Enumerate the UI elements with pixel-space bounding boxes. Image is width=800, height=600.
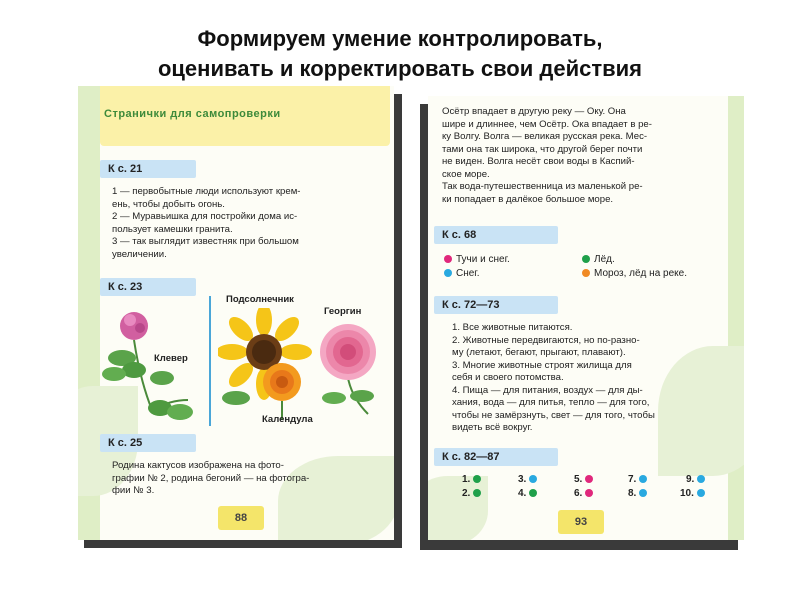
slide-title-line-2: оценивать и корректировать свои действия xyxy=(157,56,643,81)
right-page xyxy=(428,96,744,540)
left-page xyxy=(78,86,394,540)
blue-dot-icon xyxy=(639,489,647,497)
text-line: себя и своего потомства. xyxy=(452,372,564,383)
section-tab-21: К с. 21 xyxy=(100,160,196,178)
answer-item: 5. xyxy=(574,474,597,485)
calendula-label: Календула xyxy=(262,414,313,425)
answer-item: 1. xyxy=(462,474,485,485)
right-page-margin xyxy=(728,96,744,540)
answer-item: 10. xyxy=(680,488,709,499)
slide-title xyxy=(0,24,800,84)
intro-text xyxy=(442,106,718,206)
page-number-left: 88 xyxy=(218,506,264,530)
text-line: шире и длиннее, чем Осётр. Ока впадает в ре- xyxy=(442,118,652,130)
section-72-73-text xyxy=(452,322,718,435)
answer-item: 8. xyxy=(628,488,651,499)
section-21-text xyxy=(112,186,380,261)
text-line: ское море. xyxy=(442,168,490,180)
text-line: 1. Все животные питаются. xyxy=(452,322,573,333)
section-tab-72-73: К с. 72—73 xyxy=(434,296,558,314)
green-dot-icon xyxy=(529,489,537,497)
text-line: ку Волгу. Волга — великая русская река. Мес- xyxy=(442,131,648,142)
answer-item: 3. xyxy=(518,474,541,485)
text-line: 3 — так выглядит известняк при большом xyxy=(112,236,299,247)
leaf-decoration xyxy=(428,476,488,540)
answer-item: 9. xyxy=(686,474,709,485)
text-line: чтобы не замёрзнуть, свет — для того, чтобы xyxy=(452,409,655,421)
text-line: тами она так широка, что другой берег почти xyxy=(442,143,643,155)
pink-dot-icon xyxy=(585,475,593,483)
legend-item: Мороз, лёд на реке. xyxy=(582,268,687,279)
dahlia-illustration xyxy=(308,318,388,418)
page-number-right: 93 xyxy=(558,510,604,534)
text-line: ень, чтобы добыть огонь. xyxy=(112,198,225,210)
blue-dot-icon xyxy=(444,269,452,277)
header-title: Странички для самопроверки xyxy=(104,108,281,120)
text-line: Родина кактусов изображена на фото- xyxy=(112,460,284,471)
blue-dot-icon xyxy=(639,475,647,483)
text-line: 4. Пища — для питания, воздух — для ды- xyxy=(452,384,643,396)
section-25-text xyxy=(112,460,380,498)
blue-dot-icon xyxy=(697,489,705,497)
clover-label: Клевер xyxy=(154,353,188,364)
dahlia-label: Георгин xyxy=(324,306,362,317)
calendula-illustration xyxy=(258,362,308,422)
text-line: ки попадает в далёкое большое море. xyxy=(442,193,614,205)
blue-dot-icon xyxy=(529,475,537,483)
pink-dot-icon xyxy=(444,255,452,263)
green-dot-icon xyxy=(582,255,590,263)
text-line: 1 — первобытные люди используют крем- xyxy=(112,186,301,197)
green-dot-icon xyxy=(473,489,481,497)
answer-item: 4. xyxy=(518,488,541,499)
text-line: графии № 2, родина бегоний — на фотогра- xyxy=(112,472,310,484)
section-tab-23: К с. 23 xyxy=(100,278,196,296)
text-line: увеличении. xyxy=(112,248,167,260)
section-tab-82-87: К с. 82—87 xyxy=(434,448,558,466)
text-line: не виден. Волга несёт свои воды в Каспий- xyxy=(442,156,635,167)
text-line: Так вода-путешественница из маленькой ре- xyxy=(442,181,643,192)
pink-dot-icon xyxy=(585,489,593,497)
text-line: хания, вода — для питья, тепло — для того, xyxy=(452,397,650,408)
blue-dot-icon xyxy=(697,475,705,483)
text-line: Осётр впадает в другую реку — Оку. Она xyxy=(442,106,626,117)
section-tab-68: К с. 68 xyxy=(434,226,558,244)
slide-title-line-1: Формируем умение контролировать, xyxy=(197,26,603,51)
illustration-divider xyxy=(209,296,211,426)
text-line: 2 — Муравьишка для постройки дома ис- xyxy=(112,211,298,222)
text-line: пользует камешки гранита. xyxy=(112,223,233,235)
legend-item: Лёд. xyxy=(582,254,615,265)
text-line: фии № 3. xyxy=(112,485,155,496)
sunflower-label: Подсолнечник xyxy=(226,294,294,305)
green-dot-icon xyxy=(473,475,481,483)
legend-item: Тучи и снег. xyxy=(444,254,510,265)
text-line: видеть всё вокруг. xyxy=(452,422,533,433)
text-line: 3. Многие животные строят жилища для xyxy=(452,359,632,371)
text-line: 2. Животные передвигаются, но по-разно- xyxy=(452,334,640,346)
answer-item: 7. xyxy=(628,474,651,485)
answer-item: 6. xyxy=(574,488,597,499)
answer-item: 2. xyxy=(462,488,485,499)
orange-dot-icon xyxy=(582,269,590,277)
section-tab-25: К с. 25 xyxy=(100,434,196,452)
text-line: му (летают, бегают, прыгают, плавают). xyxy=(452,347,626,358)
legend-item: Снег. xyxy=(444,268,480,279)
